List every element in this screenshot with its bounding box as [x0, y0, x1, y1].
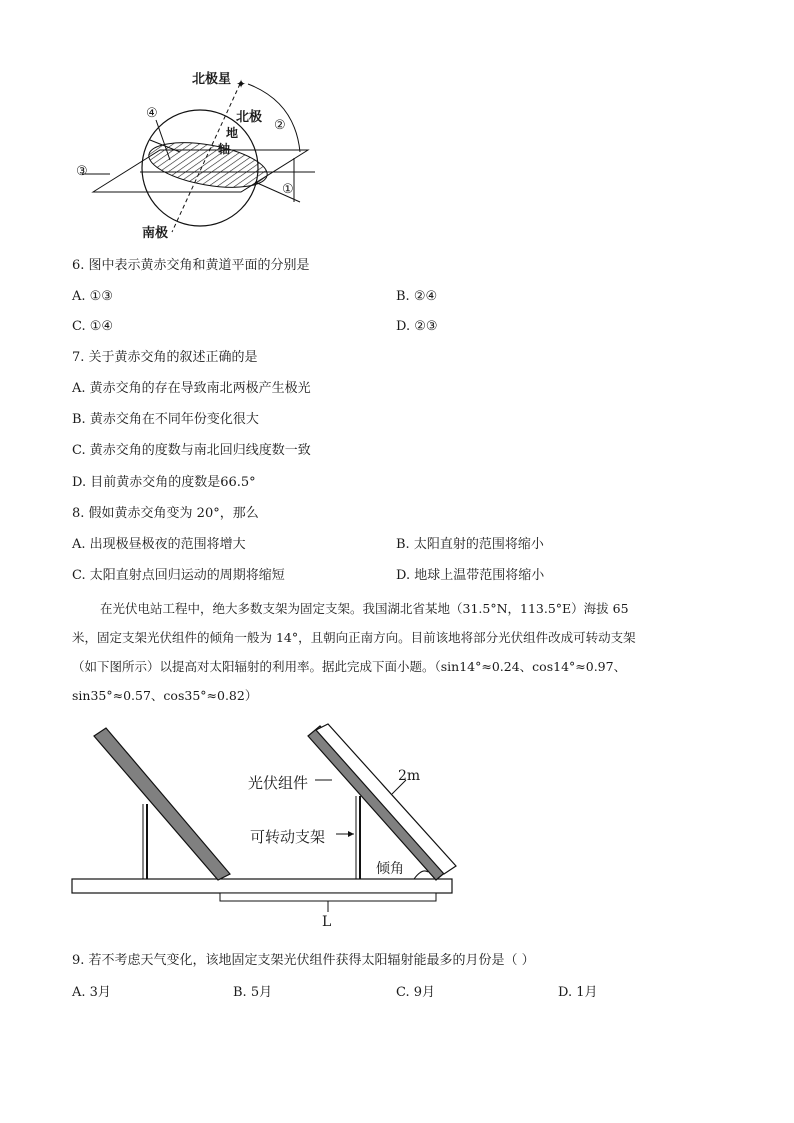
q7-option-a[interactable]: A. 黄赤交角的存在导致南北两极产生极光 — [72, 381, 311, 396]
q6-option-d[interactable]: D. ②③ — [396, 319, 438, 334]
label-axis-2: 轴 — [218, 142, 231, 156]
q7-option-b[interactable]: B. 黄赤交角在不同年份变化很大 — [72, 412, 259, 427]
label-pv-module: 光伏组件 — [248, 774, 309, 792]
label-marker-1: ① — [282, 182, 294, 197]
fixed-pv-panel — [94, 728, 230, 880]
ground-platform — [72, 879, 452, 893]
rotatable-pv-panel — [308, 726, 448, 880]
north-star-icon: ✦ — [236, 77, 247, 91]
q7-stem: 7. 关于黄赤交角的叙述正确的是 — [72, 350, 258, 365]
q6-option-c[interactable]: C. ①④ — [72, 319, 114, 334]
passage-line-3: （如下图所示）以提高对太阳辐射的利用率。据此完成下面小题。（sin14°≈0.24、cos14°≈0.97、 — [72, 659, 627, 674]
q8-option-b[interactable]: B. 太阳直射的范围将缩小 — [396, 537, 544, 552]
label-south-pole: 南极 — [142, 226, 169, 241]
celestial-sphere-figure — [60, 62, 330, 242]
label-marker-3: ③ — [76, 164, 88, 179]
label-length-2m: 2m — [398, 768, 421, 784]
q8-option-c[interactable]: C. 太阳直射点回归运动的周期将缩短 — [72, 568, 285, 583]
q9-option-b[interactable]: B. 5月 — [233, 985, 273, 1000]
passage-text — [72, 594, 722, 710]
label-rotatable-bracket: 可转动支架 — [250, 828, 326, 846]
q8-option-d[interactable]: D. 地球上温带范围将缩小 — [396, 568, 545, 583]
q9-option-d[interactable]: D. 1月 — [558, 985, 598, 1000]
passage-line-4: sin35°≈0.57、cos35°≈0.82） — [72, 688, 258, 703]
q8-option-a[interactable]: A. 出现极昼极夜的范围将增大 — [72, 537, 246, 552]
label-north-pole: 北极 — [236, 110, 263, 125]
q8-stem: 8. 假如黄赤交角变为 20°，那么 — [72, 506, 259, 521]
label-north-star: 北极星 — [192, 72, 232, 87]
label-base-l: L — [322, 914, 332, 930]
q6-option-a[interactable]: A. ①③ — [72, 289, 113, 304]
q9-option-a[interactable]: A. 3月 — [72, 985, 111, 1000]
q6-option-b[interactable]: B. ②④ — [396, 289, 438, 304]
label-marker-4: ④ — [146, 106, 158, 121]
label-axis-1: 地 — [226, 126, 239, 140]
q6-stem: 6. 图中表示黄赤交角和黄道平面的分别是 — [72, 258, 310, 273]
passage-line-2: 米，固定支架光伏组件的倾角一般为 14°，且朝向正南方向。目前该地将部分光伏组件改成可转动支架 — [72, 630, 636, 645]
q7-option-c[interactable]: C. 黄赤交角的度数与南北回归线度数一致 — [72, 443, 311, 458]
q7-option-d[interactable]: D. 目前黄赤交角的度数是66.5° — [72, 475, 256, 490]
label-marker-2: ② — [274, 118, 286, 133]
passage-line-1: 在光伏电站工程中，绝大多数支架为固定支架。我国湖北省某地（31.5°N，113.5°E）海拔 65 — [100, 601, 629, 616]
q9-stem: 9. 若不考虑天气变化，该地固定支架光伏组件获得太阳辐射能最多的月份是（ ） — [72, 953, 535, 968]
q9-option-c[interactable]: C. 9月 — [396, 985, 436, 1000]
base-length-bar — [220, 893, 436, 901]
label-tilt-angle: 倾角 — [376, 861, 404, 877]
